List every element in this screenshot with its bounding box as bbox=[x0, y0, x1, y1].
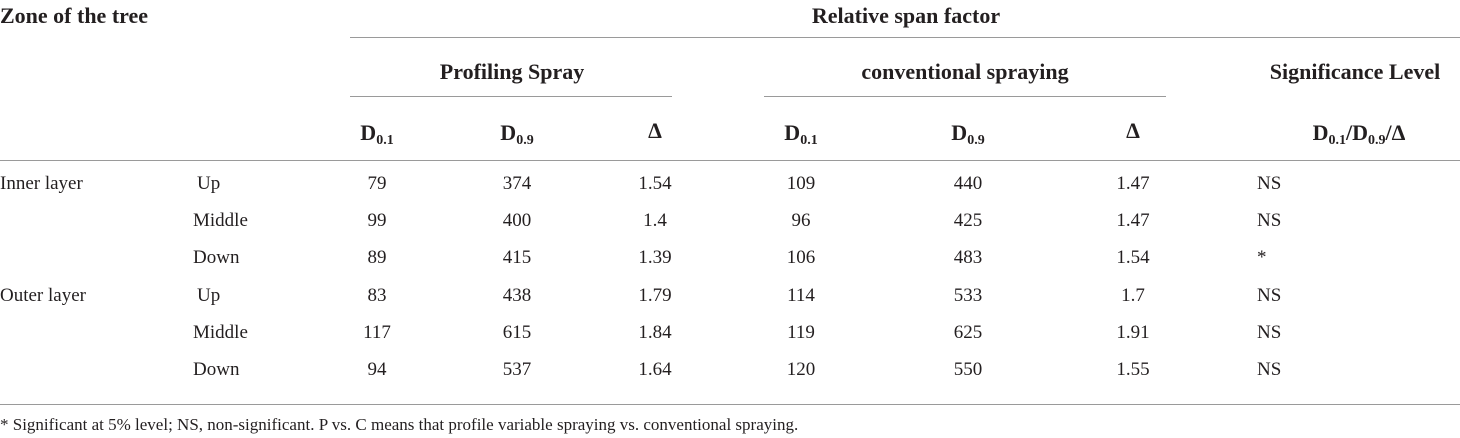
cell-c-d01: 96 bbox=[791, 210, 811, 231]
cell-c-delta: 1.47 bbox=[1116, 173, 1150, 194]
cell-p-delta: 1.54 bbox=[638, 173, 672, 194]
cell-c-d09: 440 bbox=[953, 173, 983, 194]
cell-p-delta: 1.4 bbox=[643, 210, 667, 231]
header-profiling-spray: Profiling Spray bbox=[439, 59, 585, 84]
cell-layer: Outer layer bbox=[0, 285, 86, 306]
header-p-d09: $D_{0.9}$ bbox=[500, 120, 534, 148]
cell-p-d01: 94 bbox=[367, 359, 387, 380]
cell-c-d09: 483 bbox=[953, 247, 983, 268]
header-significance-level: Significance Level bbox=[1269, 59, 1441, 84]
cell-p-delta: 1.84 bbox=[638, 322, 672, 343]
cell-c-d09: 550 bbox=[953, 359, 983, 380]
header-conventional-spraying: conventional spraying bbox=[861, 59, 1069, 84]
header-rule-conventional bbox=[764, 96, 1166, 97]
cell-position: Up bbox=[197, 285, 221, 306]
cell-p-d09: 400 bbox=[502, 210, 532, 231]
table-rule-bottom bbox=[0, 404, 1460, 405]
cell-layer: Inner layer bbox=[0, 173, 83, 194]
header-relative-span-factor: Relative span factor bbox=[811, 3, 1001, 28]
header-p-delta: Δ bbox=[648, 118, 662, 143]
header-significance-d01-d09-delta: $D_{0.1}/D_{0.9}/\Delta$ bbox=[1312, 120, 1406, 148]
cell-c-d01: 120 bbox=[786, 359, 816, 380]
cell-c-delta: 1.47 bbox=[1116, 210, 1150, 231]
cell-p-d09: 537 bbox=[502, 359, 532, 380]
header-p-d01: $D_{0.1}$ bbox=[360, 120, 394, 148]
cell-p-delta: 1.39 bbox=[638, 247, 672, 268]
cell-position: Down bbox=[193, 247, 240, 268]
header-zone-of-tree: Zone of the tree bbox=[0, 3, 149, 28]
cell-p-d09: 374 bbox=[502, 173, 532, 194]
cell-significance: NS bbox=[1257, 173, 1282, 194]
cell-p-d01: 79 bbox=[367, 173, 387, 194]
cell-p-d01: 99 bbox=[367, 210, 387, 231]
header-c-delta: Δ bbox=[1126, 118, 1140, 143]
header-rule-profiling bbox=[350, 96, 672, 97]
cell-c-d09: 425 bbox=[953, 210, 983, 231]
cell-c-d09: 625 bbox=[953, 322, 983, 343]
cell-p-d09: 415 bbox=[502, 247, 532, 268]
cell-significance: * bbox=[1257, 247, 1267, 268]
cell-p-d09: 615 bbox=[502, 322, 532, 343]
cell-c-delta: 1.7 bbox=[1121, 285, 1145, 306]
cell-c-delta: 1.55 bbox=[1116, 359, 1150, 380]
cell-significance: NS bbox=[1257, 359, 1282, 380]
cell-c-d09: 533 bbox=[953, 285, 983, 306]
cell-c-d01: 119 bbox=[787, 322, 815, 343]
header-rule-top bbox=[350, 37, 1460, 38]
cell-p-d09: 438 bbox=[502, 285, 532, 306]
table-footnote: * Significant at 5% level; NS, non-significant. P vs. C means that profile variable spraying vs. conventional spraying. bbox=[0, 415, 799, 434]
cell-p-d01: 117 bbox=[363, 322, 391, 343]
cell-c-delta: 1.91 bbox=[1116, 322, 1150, 343]
cell-p-d01: 89 bbox=[367, 247, 387, 268]
cell-significance: NS bbox=[1257, 210, 1282, 231]
cell-position: Up bbox=[197, 173, 221, 194]
header-c-d01: $D_{0.1}$ bbox=[784, 120, 818, 148]
header-c-d09: $D_{0.9}$ bbox=[951, 120, 985, 148]
cell-significance: NS bbox=[1257, 322, 1282, 343]
cell-position: Middle bbox=[193, 322, 248, 343]
cell-p-d01: 83 bbox=[367, 285, 387, 306]
cell-significance: NS bbox=[1257, 285, 1282, 306]
cell-position: Middle bbox=[193, 210, 248, 231]
cell-c-delta: 1.54 bbox=[1116, 247, 1150, 268]
cell-c-d01: 106 bbox=[786, 247, 816, 268]
cell-p-delta: 1.79 bbox=[638, 285, 672, 306]
cell-p-delta: 1.64 bbox=[638, 359, 672, 380]
cell-c-d01: 109 bbox=[786, 173, 816, 194]
cell-position: Down bbox=[193, 359, 240, 380]
cell-c-d01: 114 bbox=[787, 285, 815, 306]
header-rule-bottom bbox=[0, 160, 1460, 161]
